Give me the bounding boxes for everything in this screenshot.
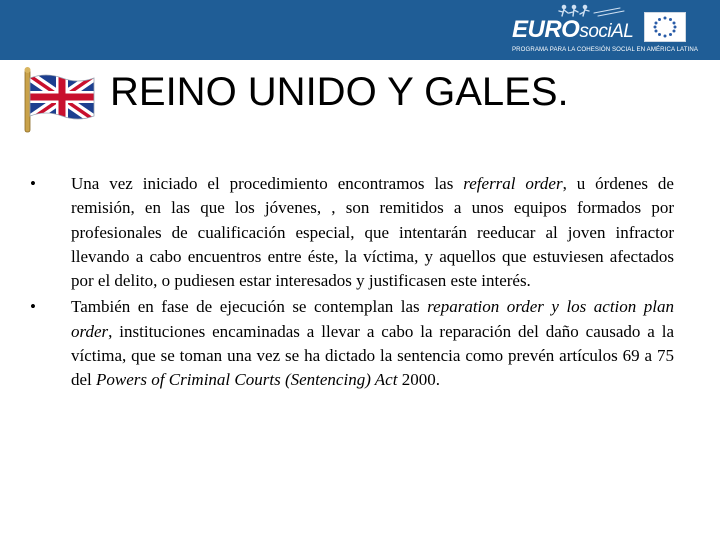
italic-text-run: reparation order y los action plan order — [71, 297, 675, 341]
logo-brand-light: sociAL — [579, 21, 634, 42]
eurosocial-logo — [506, 4, 699, 56]
bullet-paragraph — [30, 295, 674, 392]
text-run: Una vez iniciado el procedimiento encontramos las — [71, 174, 464, 193]
logo-tagline: PROGRAMA PARA LA COHESIÓN SOCIAL EN AMÉRICA LATINA — [512, 46, 699, 53]
text-run: También en fase de ejecución se contemplan las — [71, 297, 428, 317]
eurosocial-wordmark — [512, 16, 633, 44]
eu-flag-icon — [644, 12, 686, 42]
page-title: REINO UNIDO Y GALES. — [110, 70, 569, 114]
text-run: 2000. — [397, 370, 440, 390]
bullet-marker: • — [30, 174, 36, 193]
italic-text-run: referral order — [463, 174, 563, 193]
bullet-list — [30, 172, 674, 393]
italic-text-run: Powers of Criminal Courts (Sentencing) Act — [96, 370, 398, 390]
bullet-paragraph — [30, 172, 674, 293]
logo-brand-bold: EURO — [512, 16, 580, 43]
text-run: , u órdenes de remisión, en las que los jóvenes, , son remitidos a unos equipos formados por profesionales de cualificación especial, que intentarán reeducar al joven infractor llevando a cabo encuentros entre éste, la víctima, y aquellos que estuviesen afectados por el delito, o pudiesen estar interesados y justificasen este interés. — [71, 174, 674, 291]
header-bar — [0, 0, 720, 60]
union-jack-flag-icon — [22, 66, 98, 134]
text-run: , instituciones encaminadas a llevar a cabo la reparación del daño causado a la víctima, que se toman una vez se ha dictado la sentencia como prevén artículos 69 a 75 del — [71, 321, 674, 390]
bullet-marker: • — [30, 297, 36, 317]
